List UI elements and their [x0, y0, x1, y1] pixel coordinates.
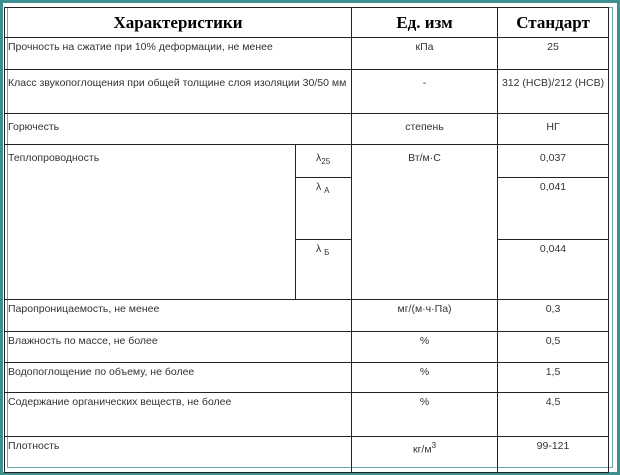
- row-unit: %: [352, 393, 498, 437]
- table-row: [5, 332, 609, 363]
- table-row: [5, 437, 609, 473]
- table-row: [5, 393, 609, 437]
- header-characteristics: Характеристики: [5, 8, 352, 38]
- header-standard: Стандарт: [498, 8, 609, 38]
- row-value: 0,044: [498, 240, 609, 300]
- row-value: 4,5: [498, 393, 609, 437]
- table-row: [5, 300, 609, 332]
- row-value: 0,041: [498, 178, 609, 240]
- header-row: [5, 8, 609, 38]
- row-value: 0,3: [498, 300, 609, 332]
- row-name: Паропроницаемость, не менее: [5, 300, 352, 332]
- row-value: 1,5: [498, 363, 609, 393]
- header-unit: Ед. изм: [352, 8, 498, 38]
- table-row: [5, 363, 609, 393]
- characteristics-table: [4, 7, 609, 473]
- row-name: Класс звукопоглощения при общей толщине слоя изоляции 30/50 мм: [5, 70, 352, 114]
- row-value: 25: [498, 38, 609, 70]
- row-value: 0,037: [498, 145, 609, 178]
- row-name: Теплопроводность: [5, 145, 296, 300]
- row-name: Прочность на сжатие при 10% деформации, не менее: [5, 38, 352, 70]
- table-row: [5, 70, 609, 114]
- table-row: [5, 38, 609, 70]
- lambda-b-label: λ $_Б$: [296, 240, 352, 300]
- row-name: Горючесть: [5, 114, 352, 145]
- row-unit: %: [352, 363, 498, 393]
- row-unit: %: [352, 332, 498, 363]
- row-name: Содержание органических веществ, не более: [5, 393, 352, 437]
- lambda-a-label: λ $_А$: [296, 178, 352, 240]
- row-unit: -: [352, 70, 498, 114]
- lambda-25-label: $\lambda_{25}$: [296, 145, 352, 178]
- row-value: НГ: [498, 114, 609, 145]
- row-value: 0,5: [498, 332, 609, 363]
- row-name: Водопоглощение по объему, не более: [5, 363, 352, 393]
- row-value: 99-121: [498, 437, 609, 473]
- row-name: Плотность: [5, 437, 352, 473]
- row-value: 312 (НСВ)/212 (НСВ): [498, 70, 609, 114]
- row-unit: $кг/м^3$: [352, 437, 498, 473]
- row-unit: степень: [352, 114, 498, 145]
- row-name: Влажность по массе, не более: [5, 332, 352, 363]
- table-row: [5, 145, 609, 178]
- row-unit: мг/(м·ч·Па): [352, 300, 498, 332]
- table-row: [5, 114, 609, 145]
- row-unit: кПа: [352, 38, 498, 70]
- row-unit: Вт/м·С: [352, 145, 498, 300]
